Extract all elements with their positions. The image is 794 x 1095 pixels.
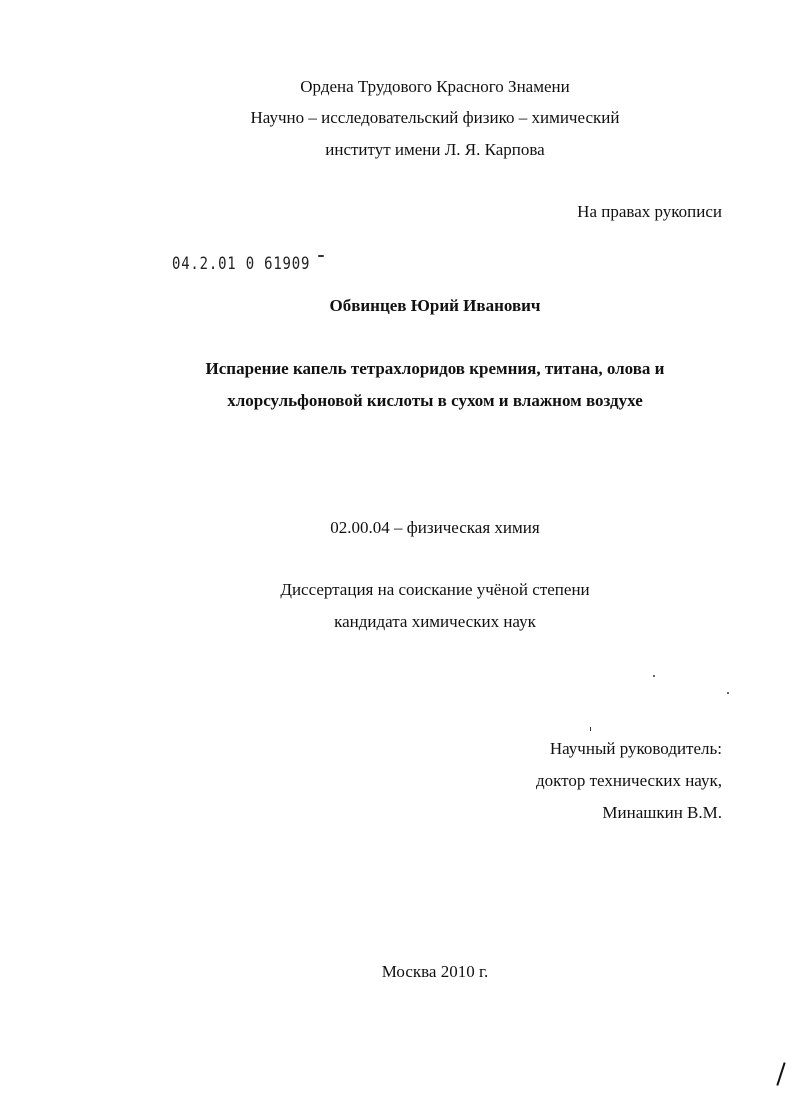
- supervisor-name: Минашкин В.М.: [602, 803, 722, 822]
- supervisor-label: Научный руководитель:: [549, 739, 722, 758]
- institute-order-line: Ордена Трудового Красного Знамени: [300, 77, 570, 96]
- scan-speck: [727, 692, 729, 694]
- archive-stamp-number: 04.2.01 0 61909: [172, 254, 311, 274]
- institute-named-after-line: институт имени Л. Я. Карпова: [325, 140, 545, 159]
- supervisor-degree: доктор технических наук,: [535, 771, 722, 790]
- degree-statement-line-2: кандидата химических наук: [334, 612, 536, 631]
- author-name: Обвинцев Юрий Иванович: [329, 296, 541, 315]
- margin-pen-mark: [776, 1062, 785, 1085]
- degree-statement-line-1: Диссертация на соискание учёной степени: [280, 580, 590, 599]
- thesis-title-line-2: хлорсульфоновой кислоты в сухом и влажном воздухе: [227, 391, 643, 410]
- scan-speck: [590, 727, 591, 731]
- city-year: Москва 2010 г.: [381, 962, 489, 981]
- specialty-code: 02.00.04 – физическая химия: [330, 518, 540, 537]
- institute-name-line: Научно – исследовательский физико – химический: [250, 108, 620, 127]
- thesis-title-line-1: Испарение капель тетрахлоридов кремния, титана, олова и: [205, 359, 665, 378]
- scan-speck: [653, 675, 655, 677]
- stamp-dash-mark: [318, 255, 324, 257]
- manuscript-rights-note: На правах рукописи: [577, 202, 722, 221]
